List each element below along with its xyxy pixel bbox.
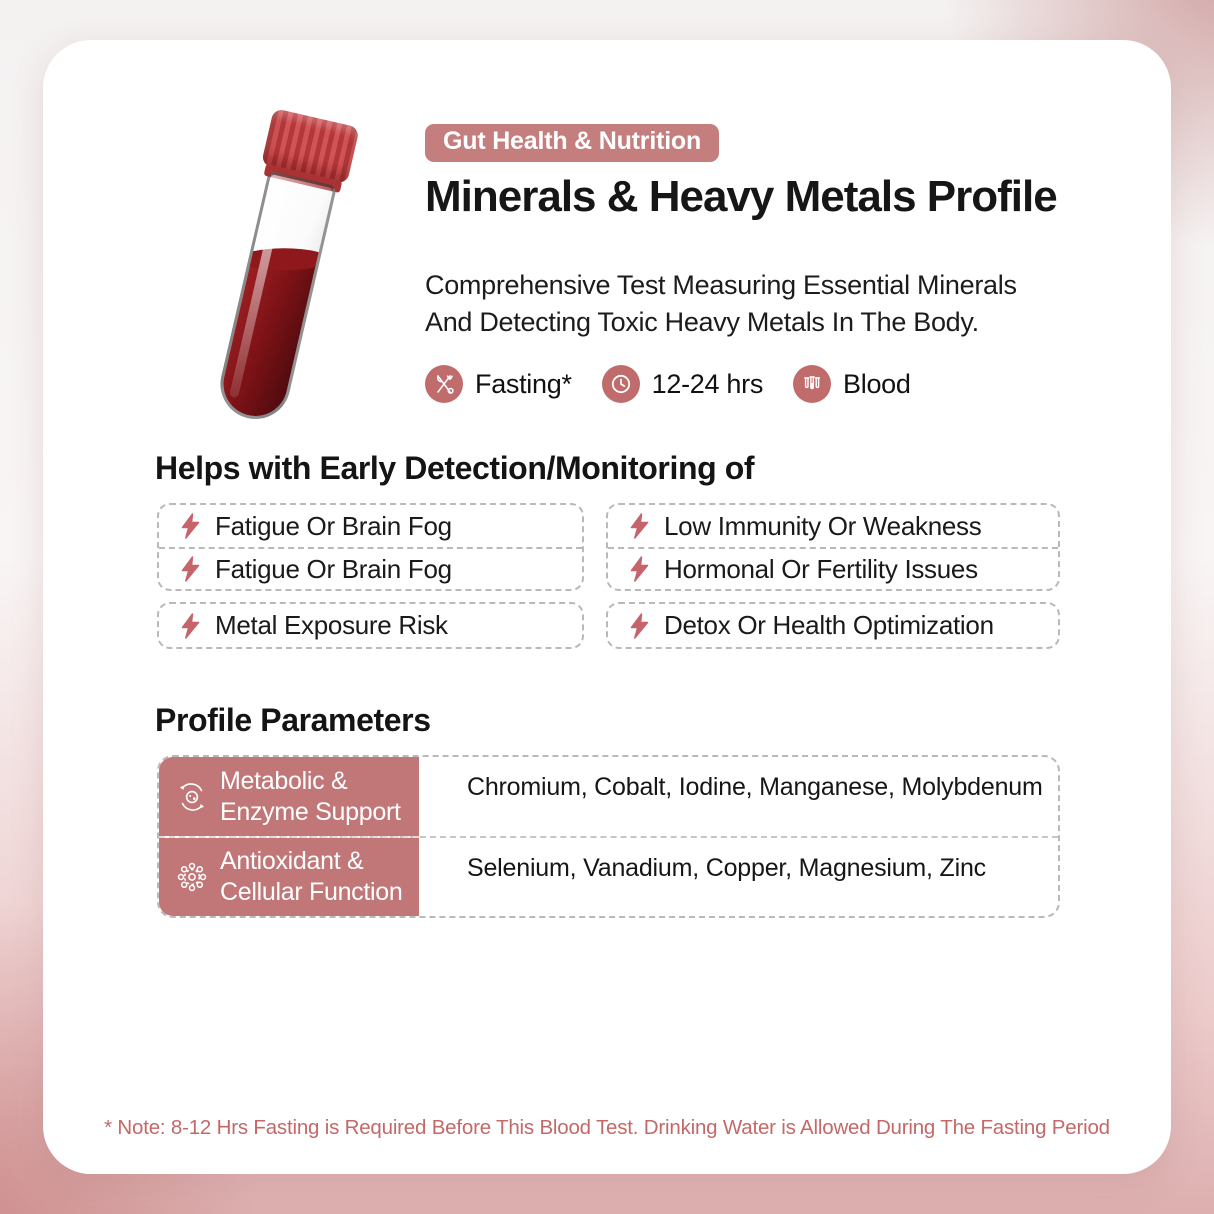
sample-chip bbox=[793, 365, 911, 403]
antioxidant-icon bbox=[176, 861, 208, 893]
bolt-icon bbox=[630, 613, 649, 639]
parameter-label-line: Metabolic & bbox=[220, 766, 348, 795]
parameter-label-line: Antioxidant & bbox=[220, 847, 364, 875]
meta-row bbox=[425, 365, 1141, 403]
blood-test-tube-image bbox=[161, 102, 401, 442]
detection-item-label: Low Immunity Or Weakness bbox=[664, 510, 982, 541]
detection-item-label: Detox Or Health Optimization bbox=[664, 610, 994, 640]
detection-box bbox=[157, 503, 584, 591]
parameter-label-line: Cellular Function bbox=[220, 878, 403, 906]
detection-box bbox=[606, 503, 1060, 591]
sample-label: Blood bbox=[843, 368, 911, 399]
parameter-group-text bbox=[220, 766, 401, 828]
bolt-icon bbox=[630, 513, 649, 539]
parameter-group-label bbox=[159, 757, 419, 836]
metabolism-icon bbox=[176, 781, 208, 813]
detection-grid bbox=[157, 503, 1060, 649]
detection-item bbox=[159, 547, 582, 589]
description-line: And Detecting Toxic Heavy Metals In The Body. bbox=[425, 307, 979, 337]
footnote: * Note: 8-12 Hrs Fasting is Required Before This Blood Test. Drinking Water is Allowed During The Fasting Period bbox=[104, 1116, 1110, 1139]
detection-item-label: Fatigue Or Brain Fog bbox=[215, 553, 452, 584]
clock-icon bbox=[602, 365, 640, 403]
bolt-icon bbox=[181, 556, 200, 582]
parameter-group-text bbox=[220, 846, 403, 908]
duration-chip bbox=[602, 365, 763, 403]
parameter-values: Chromium, Cobalt, Iodine, Manganese, Molybdenum bbox=[467, 773, 1043, 801]
detection-box bbox=[606, 602, 1060, 649]
parameters-heading: Profile Parameters bbox=[155, 702, 431, 738]
detection-item bbox=[608, 547, 1058, 589]
detection-item bbox=[608, 505, 1058, 547]
fasting-label: Fasting* bbox=[475, 368, 572, 399]
parameter-label-line: Enzyme Support bbox=[220, 797, 401, 826]
category-badge: Gut Health & Nutrition bbox=[425, 124, 719, 162]
test-info-card bbox=[43, 40, 1171, 1174]
duration-label: 12-24 hrs bbox=[651, 368, 764, 399]
fasting-icon bbox=[425, 365, 463, 403]
bolt-icon bbox=[181, 513, 200, 539]
fasting-chip bbox=[425, 365, 572, 403]
detection-item bbox=[159, 505, 582, 547]
detection-item bbox=[608, 604, 1058, 647]
description-line: Comprehensive Test Measuring Essential Minerals bbox=[425, 270, 1017, 300]
detection-item bbox=[159, 604, 582, 647]
test-description bbox=[425, 267, 1141, 341]
parameter-row bbox=[159, 836, 1058, 916]
parameters-table bbox=[157, 755, 1060, 918]
page-title: Minerals & Heavy Metals Profile bbox=[425, 172, 1057, 221]
bolt-icon bbox=[630, 556, 649, 582]
parameter-row bbox=[159, 757, 1058, 836]
detection-item-label: Fatigue Or Brain Fog bbox=[215, 510, 452, 541]
tube-glass bbox=[213, 171, 337, 426]
tube-blood-fill bbox=[213, 251, 318, 426]
parameter-values: Selenium, Vanadium, Copper, Magnesium, Zinc bbox=[467, 854, 986, 882]
detection-heading: Helps with Early Detection/Monitoring of bbox=[155, 450, 755, 486]
bolt-icon bbox=[181, 613, 200, 639]
header bbox=[425, 124, 1141, 403]
test-tube bbox=[209, 109, 355, 429]
detection-column-right bbox=[606, 503, 1060, 649]
detection-item-label: Hormonal Or Fertility Issues bbox=[664, 553, 978, 584]
detection-column-left bbox=[157, 503, 584, 649]
detection-box bbox=[157, 602, 584, 649]
detection-item-label: Metal Exposure Risk bbox=[215, 610, 448, 640]
parameter-group-label bbox=[159, 838, 419, 916]
blood-icon bbox=[793, 365, 831, 403]
